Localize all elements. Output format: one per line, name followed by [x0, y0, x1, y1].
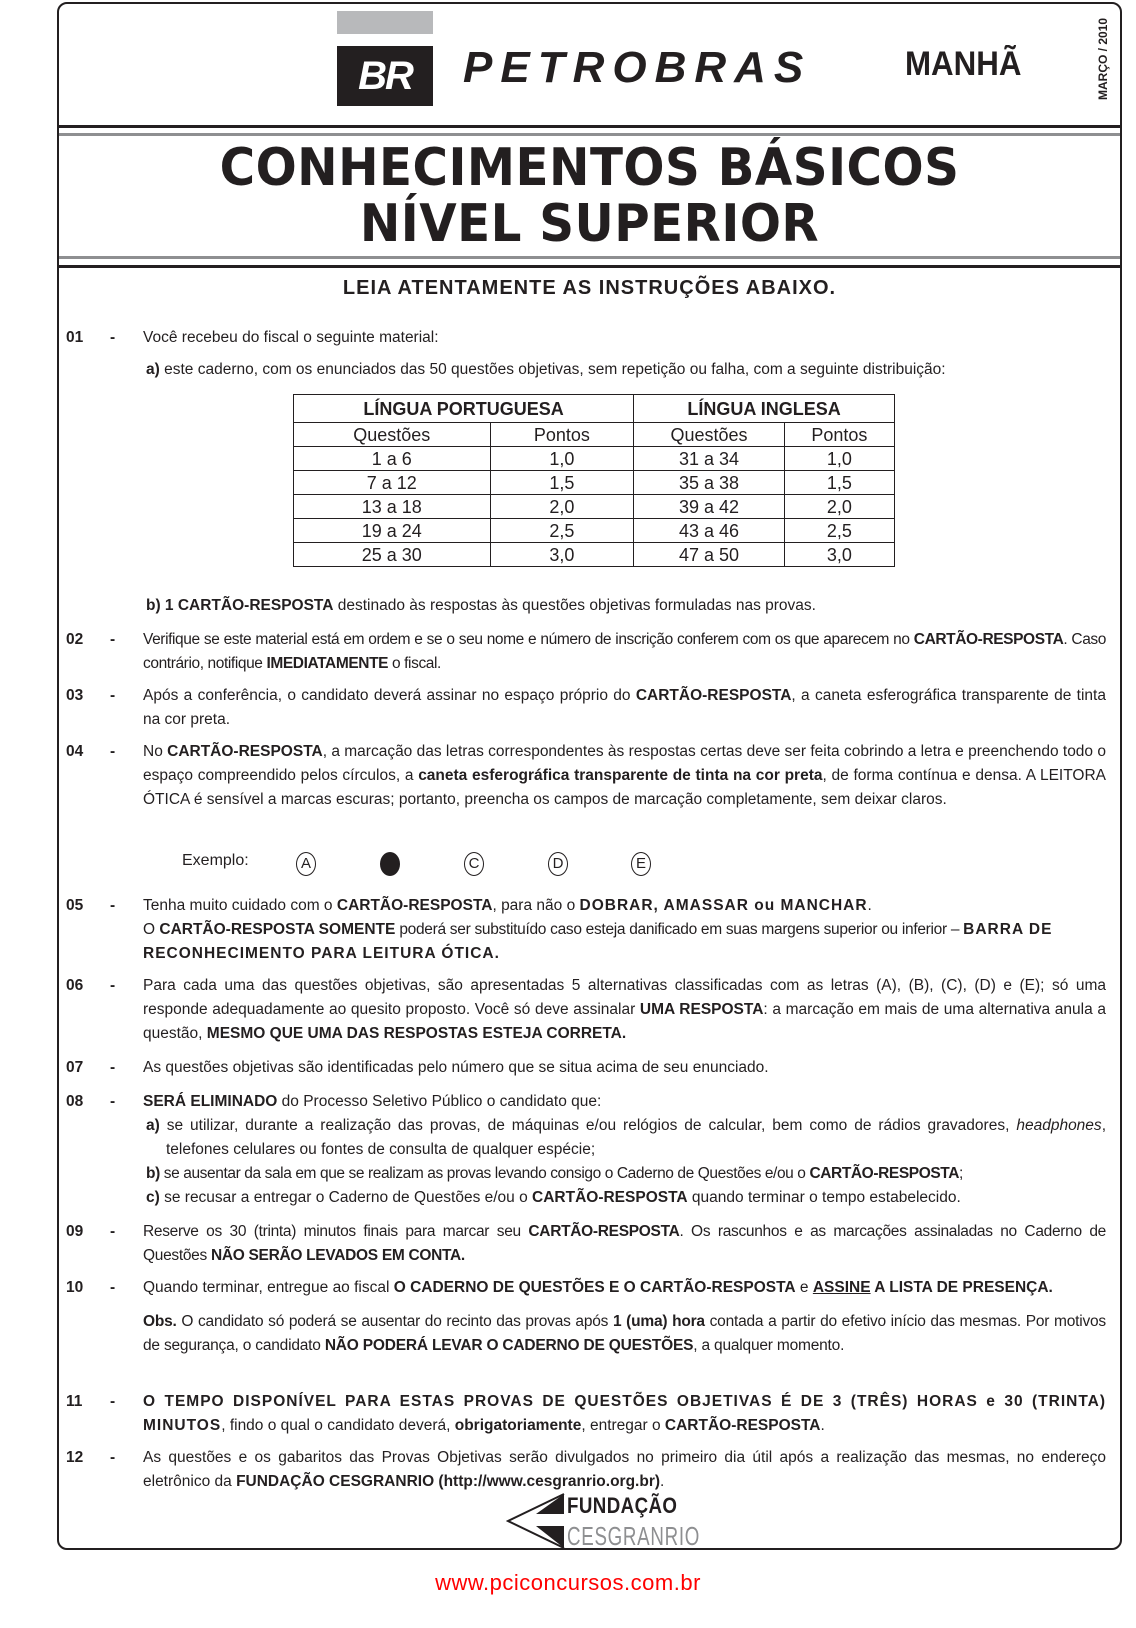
- exam-shift: MANHÃ: [905, 45, 1022, 83]
- table-column-header: Pontos: [490, 423, 634, 447]
- answer-bubble-e: E: [631, 852, 651, 876]
- instruction-07: [66, 1056, 1106, 1080]
- instruction-text: Tenha muito cuidado com o CARTÃO-RESPOSTA, para não o DOBRAR, AMASSAR ou MANCHAR. O CARTÃO-RESPOSTA SOMENTE poderá ser substituído caso esteja danificado em suas margens superior ou inferior – BARRA DE RECONHECIMENTO PARA LEITURA ÓTICA.: [143, 897, 1053, 962]
- foundation-name-line1: FUNDAÇÃO: [567, 1493, 678, 1518]
- instruction-number: 09: [66, 1223, 84, 1240]
- cesgranrio-logo-icon: [506, 1492, 566, 1550]
- item-text: este caderno, com os enunciados das 50 questões objetivas, sem repetição ou falha, com a seguinte distribuição:: [159, 361, 946, 378]
- table-cell: 31 a 34: [634, 447, 785, 471]
- page-title-line2: NÍVEL SUPERIOR: [359, 194, 820, 254]
- table-group-header: LÍNGUA PORTUGUESA: [294, 395, 634, 423]
- table-cell: 39 a 42: [634, 495, 785, 519]
- table-cell: 1,0: [490, 447, 634, 471]
- answer-bubble-b-filled: [380, 852, 400, 876]
- instruction-dash: -: [110, 977, 116, 994]
- instruction-12: [66, 1446, 1106, 1494]
- divider: [59, 265, 1120, 268]
- table-cell: 2,0: [490, 495, 634, 519]
- table-cell: 35 a 38: [634, 471, 785, 495]
- table-cell: 1 a 6: [294, 447, 491, 471]
- table-row: [294, 447, 895, 471]
- table-cell: 2,5: [784, 519, 894, 543]
- item-text: destinado às respostas às questões objetivas formuladas nas provas.: [333, 597, 816, 614]
- instruction-08b: b) se ausentar da sala em que se realizam as provas levando consigo o Caderno de Questões e/ou o CARTÃO-RESPOSTA;: [146, 1165, 963, 1182]
- table-cell: 1,0: [784, 447, 894, 471]
- table-column-header: Pontos: [784, 423, 894, 447]
- instruction-03: [66, 684, 1106, 732]
- instruction-dash: -: [110, 1449, 116, 1466]
- table-cell: 13 a 18: [294, 495, 491, 519]
- instruction-04: [66, 740, 1106, 812]
- instruction-10-obs: Obs. O candidato só poderá se ausentar do recinto das provas após 1 (uma) hora contada a partir do efetivo início das mesmas. Por motivos de segurança, o candidato NÃO PODERÁ LEVAR O CADERNO DE QUESTÕES, a qualquer momento.: [143, 1313, 1106, 1354]
- example-label: Exemplo:: [182, 852, 249, 869]
- table-row: [294, 471, 895, 495]
- table-cell: 43 a 46: [634, 519, 785, 543]
- item-label: a): [146, 361, 160, 378]
- instruction-dash: -: [110, 631, 116, 648]
- petrobras-br-logo: BR: [337, 46, 433, 106]
- page-title-line1: CONHECIMENTOS BÁSICOS: [219, 138, 960, 198]
- table-cell: 19 a 24: [294, 519, 491, 543]
- instruction-number: 01: [66, 329, 84, 346]
- divider: [59, 125, 1120, 128]
- table-row: [294, 519, 895, 543]
- answer-bubble-d: D: [548, 852, 568, 876]
- divider: [59, 133, 1120, 136]
- instruction-number: 10: [66, 1279, 84, 1296]
- instruction-dash: -: [110, 897, 116, 914]
- instruction-dash: -: [110, 687, 116, 704]
- instruction-dash: -: [110, 1279, 116, 1296]
- table-column-header: Questões: [634, 423, 785, 447]
- instruction-08: [66, 1090, 1106, 1210]
- instruction-text: As questões objetivas são identificadas pelo número que se situa acima de seu enunciado.: [143, 1059, 769, 1076]
- item-label: b) 1 CARTÃO-RESPOSTA: [146, 597, 334, 614]
- table-cell: 3,0: [784, 543, 894, 567]
- table-row: [294, 495, 895, 519]
- instruction-number: 03: [66, 687, 84, 704]
- instruction-01b: [66, 594, 1106, 618]
- exam-date: MARÇO / 2010: [1096, 17, 1110, 100]
- instruction-text: O TEMPO DISPONÍVEL PARA ESTAS PROVAS DE QUESTÕES OBJETIVAS É DE 3 (TRÊS) HORAS e 30 (TRINTA) MINUTOS, findo o qual o candidato deverá, obrigatoriamente, entregar o CARTÃO-RESPOSTA.: [143, 1393, 1106, 1434]
- instruction-number: 05: [66, 897, 84, 914]
- instruction-number: 12: [66, 1449, 84, 1466]
- foundation-name-line2: CESGRANRIO: [567, 1521, 701, 1551]
- divider: [59, 256, 1120, 259]
- instruction-text: Para cada uma das questões objetivas, são apresentadas 5 alternativas classificadas com as letras (A), (B), (C), (D) e (E); só uma responde adequadamente ao quesito proposto. Você só deve assinalar UMA RESPOSTA: a marcação em mais de uma alternativa anula a questão, MESMO QUE UMA DAS RESPOSTAS ESTEJA CORRETA.: [143, 977, 1106, 1042]
- instruction-text: Após a conferência, o candidato deverá assinar no espaço próprio do CARTÃO-RESPOSTA, a caneta esferográfica transparente de tinta na cor preta.: [143, 687, 1106, 728]
- instruction-text: No CARTÃO-RESPOSTA, a marcação das letras correspondentes às respostas certas deve ser feita cobrindo a letra e preenchendo todo o espaço compreendido pelos círculos, a caneta esferográfica transparente de tinta na cor preta, de forma contínua e densa. A LEITORA ÓTICA é sensível a marcas escuras; portanto, preencha os campos de marcação completamente, sem deixar claros.: [143, 743, 1106, 808]
- table-cell: 47 a 50: [634, 543, 785, 567]
- instruction-text: As questões e os gabaritos das Provas Objetivas serão divulgados no primeiro dia útil após a realização das mesmas, no endereço eletrônico da FUNDAÇÃO CESGRANRIO (http://www.cesgranrio.org.br).: [143, 1449, 1106, 1490]
- table-cell: 2,0: [784, 495, 894, 519]
- instruction-11: [66, 1390, 1106, 1438]
- instruction-text: SERÁ ELIMINADO do Processo Seletivo Público o candidato que:: [143, 1093, 602, 1110]
- table-cell: 3,0: [490, 543, 634, 567]
- instruction-number: 11: [66, 1393, 83, 1410]
- instruction-text: Você recebeu do fiscal o seguinte material:: [143, 329, 439, 346]
- instruction-06: [66, 974, 1106, 1046]
- instruction-08a: a) se utilizar, durante a realização das provas, de máquinas e/ou relógios de calcular, bem como de rádios gravadores, headphones, telefones celulares ou fontes de consulta de qualquer espécie;: [146, 1117, 1106, 1158]
- instruction-dash: -: [110, 1393, 116, 1410]
- instruction-09: [66, 1220, 1106, 1268]
- instruction-number: 06: [66, 977, 84, 994]
- instruction-02: [66, 628, 1106, 676]
- instruction-dash: -: [110, 743, 116, 760]
- instruction-number: 02: [66, 631, 84, 648]
- instruction-01: [66, 326, 1106, 350]
- source-url-link[interactable]: www.pciconcursos.com.br: [435, 1570, 701, 1595]
- instruction-05: [66, 894, 1106, 966]
- table-group-header: LÍNGUA INGLESA: [634, 395, 895, 423]
- answer-bubble-a: A: [296, 852, 316, 876]
- instruction-text: Quando terminar, entregue ao fiscal O CADERNO DE QUESTÕES E O CARTÃO-RESPOSTA e ASSINE A LISTA DE PRESENÇA.: [143, 1279, 1053, 1296]
- table-cell: 1,5: [490, 471, 634, 495]
- instruction-number: 08: [66, 1093, 84, 1110]
- instruction-01a: [66, 358, 1106, 382]
- score-distribution-table: [293, 394, 895, 567]
- answer-bubble-c: C: [464, 852, 484, 876]
- instruction-dash: -: [110, 1059, 116, 1076]
- instruction-dash: -: [110, 1093, 116, 1110]
- brand-name: PETROBRAS: [463, 43, 812, 92]
- instruction-text: Reserve os 30 (trinta) minutos finais para marcar seu CARTÃO-RESPOSTA. Os rascunhos e as marcações assinaladas no Caderno de Questões NÃO SERÃO LEVADOS EM CONTA.: [143, 1223, 1106, 1264]
- instruction-text: Verifique se este material está em ordem e se o seu nome e número de inscrição conferem com os que aparecem no CARTÃO-RESPOSTA. Caso contrário, notifique IMEDIATAMENTE o fiscal.: [143, 631, 1106, 672]
- table-cell: 25 a 30: [294, 543, 491, 567]
- instruction-08c: c) se recusar a entregar o Caderno de Questões e/ou o CARTÃO-RESPOSTA quando terminar o tempo estabelecido.: [146, 1189, 961, 1206]
- petrobras-logo-bar: [337, 11, 433, 34]
- instructions-heading: LEIA ATENTAMENTE AS INSTRUÇÕES ABAIXO.: [342, 277, 837, 299]
- instruction-dash: -: [110, 1223, 116, 1240]
- table-cell: 1,5: [784, 471, 894, 495]
- instruction-dash: -: [110, 329, 116, 346]
- table-cell: 2,5: [490, 519, 634, 543]
- instruction-number: 04: [66, 743, 84, 760]
- table-column-header: Questões: [294, 423, 491, 447]
- instruction-10: [66, 1276, 1106, 1358]
- table-row: [294, 543, 895, 567]
- instruction-number: 07: [66, 1059, 84, 1076]
- table-cell: 7 a 12: [294, 471, 491, 495]
